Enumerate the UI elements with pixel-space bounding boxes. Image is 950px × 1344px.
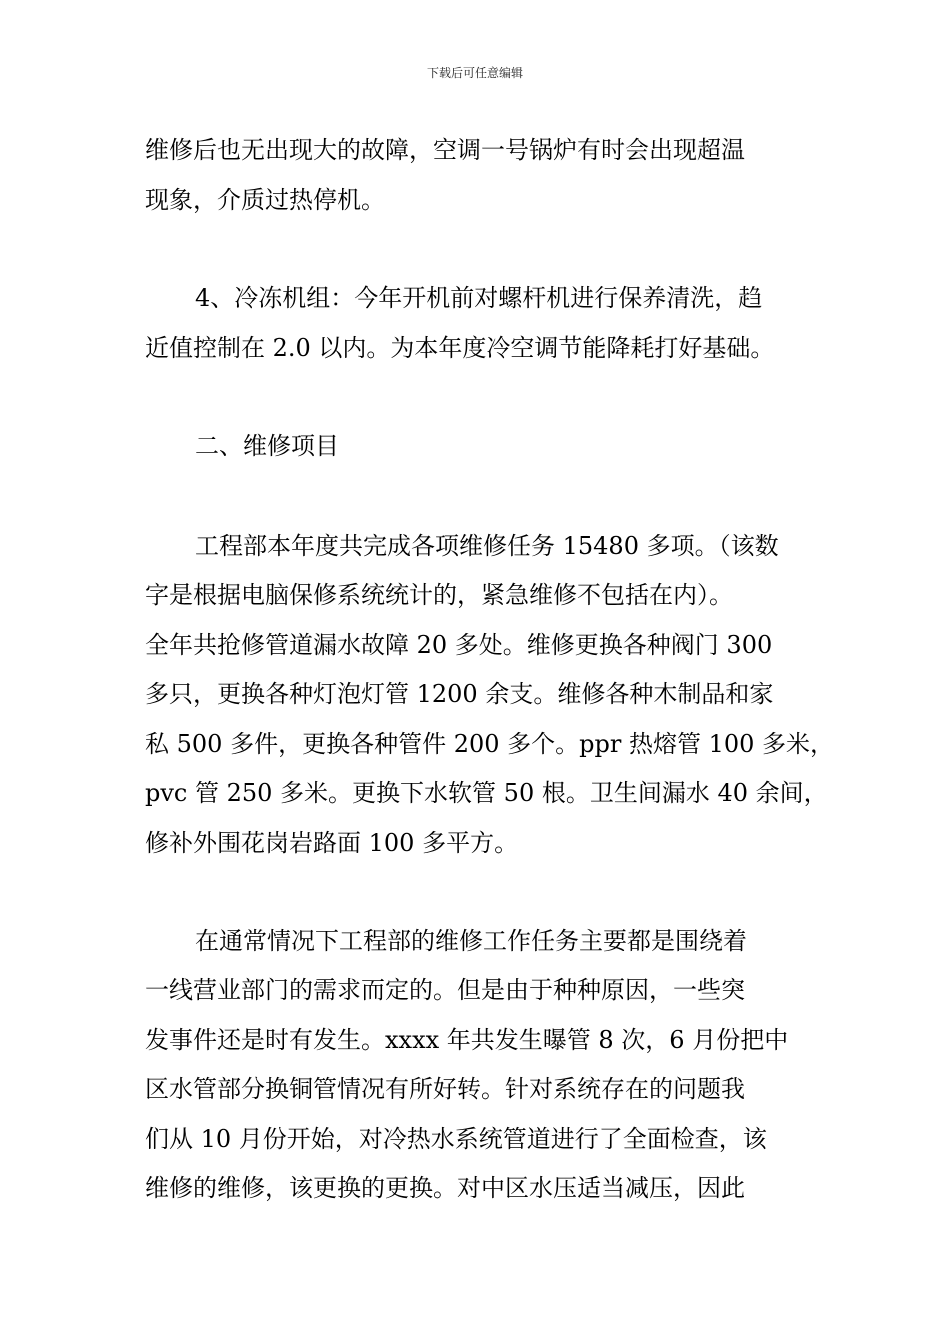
text-line: 维修的维修，该更换的更换。对中区水压适当减压，因此 bbox=[145, 1174, 745, 1202]
text-line: pvc 管 250 多米。更换下水软管 50 根。卫生间漏水 40 余间， bbox=[145, 779, 828, 807]
text-line: 私 500 多件，更换各种管件 200 多个。ppr 热熔管 100 多米， bbox=[145, 730, 835, 758]
page-header: 下载后可任意编辑 bbox=[426, 66, 523, 80]
text-line: 现象，介质过热停机。 bbox=[145, 186, 385, 214]
section-heading: 二、维修项目 bbox=[195, 432, 339, 460]
text-line: 字是根据电脑保修系统统计的，紧急维修不包括在内）。 bbox=[145, 581, 733, 609]
text-line: 们从 10 月份开始，对冷热水系统管道进行了全面检查，该 bbox=[145, 1125, 767, 1153]
text-line: 修补外围花岗岩路面 100 多平方。 bbox=[145, 829, 519, 857]
text-line: 多只，更换各种灯泡灯管 1200 余支。维修各种木制品和家 bbox=[145, 680, 774, 708]
text-line: 维修后也无出现大的故障，空调一号锅炉有时会出现超温 bbox=[145, 136, 745, 164]
text-line: 近值控制在 2.0 以内。为本年度冷空调节能降耗打好基础。 bbox=[145, 334, 775, 362]
text-line: 4、冷冻机组：今年开机前对螺杆机进行保养清洗，趋 bbox=[195, 284, 763, 312]
text-line: 区水管部分换铜管情况有所好转。针对系统存在的问题我 bbox=[145, 1075, 745, 1103]
text-line: 一线营业部门的需求而定的。但是由于种种原因，一些突 bbox=[145, 976, 745, 1004]
text-line: 在通常情况下工程部的维修工作任务主要都是围绕着 bbox=[195, 927, 747, 955]
text-line: 发事件还是时有发生。xxxx 年共发生曝管 8 次，6 月份把中 bbox=[145, 1026, 789, 1054]
text-line: 全年共抢修管道漏水故障 20 多处。维修更换各种阀门 300 bbox=[145, 631, 773, 659]
text-line: 工程部本年度共完成各项维修任务 15480 多项。（该数 bbox=[195, 532, 779, 560]
